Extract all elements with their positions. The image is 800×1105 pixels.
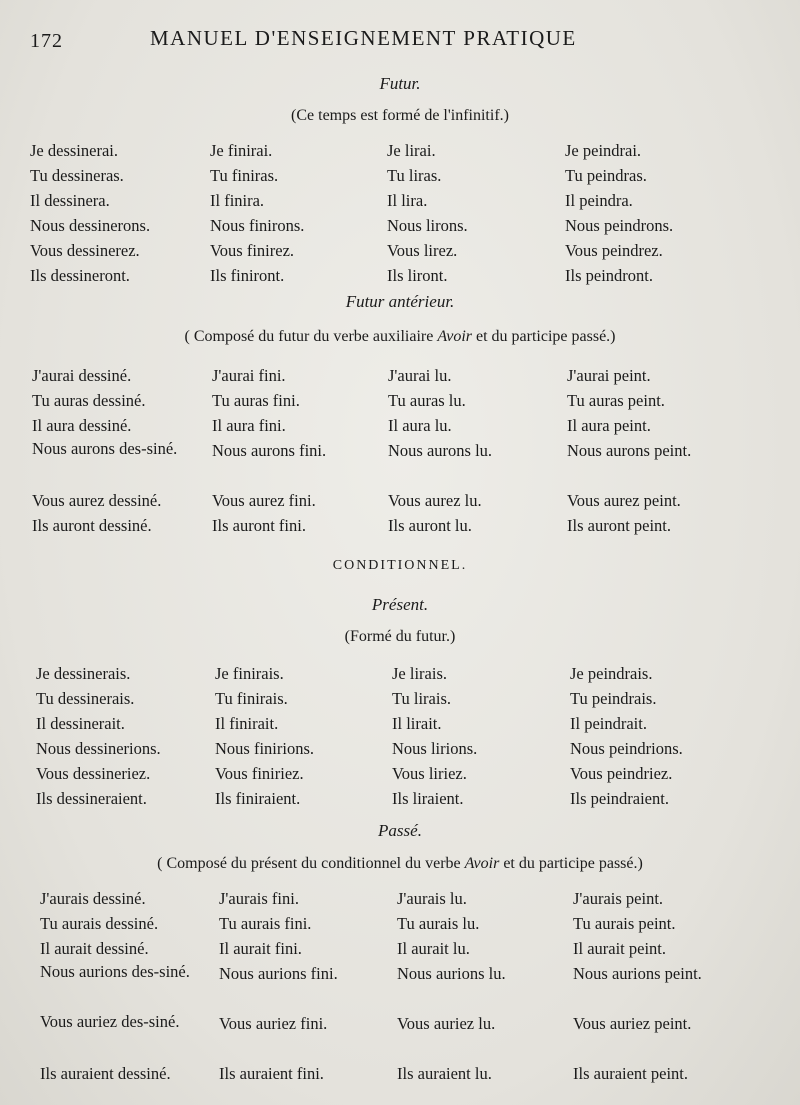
conjugation-line: Nous aurions des-siné. <box>40 962 190 981</box>
conjugation-line: J'aurai dessiné. <box>32 366 132 385</box>
conjugation-line: J'aurais lu. <box>397 889 467 908</box>
conjugation-line: Nous aurions fini. <box>219 964 338 983</box>
conjugation-line: Nous aurons lu. <box>388 441 493 460</box>
conjugation-line: Il aurait dessiné. <box>40 939 149 958</box>
conjugation-line: Tu aurais peint. <box>573 914 676 933</box>
conjugation-line: Nous lirions. <box>392 739 478 758</box>
column-finir <box>212 363 326 538</box>
conjugation-line: Il finira. <box>210 191 265 210</box>
conjugation-line: Je peindrai. <box>565 141 642 160</box>
conjugation-line: Ils auraient dessiné. <box>40 1064 171 1083</box>
page-header <box>0 22 800 62</box>
column-peindre <box>567 363 691 538</box>
column-finir <box>215 661 314 811</box>
conjugation-line: Ils auraient peint. <box>573 1064 689 1083</box>
conjugation-line: Nous peindrions. <box>570 739 683 758</box>
conjugation-line: Tu finiras. <box>210 166 279 185</box>
conjugation-line: Vous dessinerez. <box>30 241 140 260</box>
conjugation-line: Je lirais. <box>392 664 447 683</box>
note-verb: Avoir <box>464 855 500 872</box>
conjugation-line: Tu lirais. <box>392 689 451 708</box>
conjugation-line: Je finirai. <box>210 141 273 160</box>
conjugation-line: Vous aurez dessiné. <box>32 491 162 510</box>
conjugation-line: Il aura fini. <box>212 416 286 435</box>
column-dessiner <box>40 886 190 1086</box>
conjugation-line: Vous finiriez. <box>215 764 304 783</box>
note-text: ( Composé du futur du verbe auxiliaire <box>184 328 438 345</box>
conjugation-line: Nous aurions peint. <box>573 964 702 983</box>
conjugation-line: Vous lirez. <box>387 241 458 260</box>
conjugation-line: Ils auront peint. <box>567 516 672 535</box>
column-dessiner <box>30 138 150 288</box>
conjugation-line: Ils liront. <box>387 266 448 285</box>
conjugation-line: Il aurait peint. <box>573 939 667 958</box>
conjugation-line: Ils dessineront. <box>30 266 130 285</box>
note-present: (Formé du futur.) <box>344 628 456 645</box>
section-title-present: Présent. <box>371 595 429 614</box>
conjugation-line: Nous finirions. <box>215 739 314 758</box>
conjugation-line: Tu finirais. <box>215 689 288 708</box>
column-peindre <box>565 138 673 288</box>
note-text: et du participe passé.) <box>499 855 643 872</box>
note-futur-anterieur <box>0 328 800 346</box>
conjugation-line: Tu auras lu. <box>388 391 466 410</box>
conjugation-line: Il aura lu. <box>388 416 452 435</box>
conjugation-line: Vous auriez fini. <box>219 1014 328 1033</box>
note-text: ( Composé du présent du conditionnel du verbe <box>157 855 465 872</box>
conjugation-line: Nous aurons peint. <box>567 441 692 460</box>
note-verb: Avoir <box>437 328 472 345</box>
conjugation-line: Il peindrait. <box>570 714 647 733</box>
section-title-futur: Futur. <box>379 74 421 93</box>
conjugation-line: Vous aurez peint. <box>567 491 681 510</box>
conjugation-line: J'aurais dessiné. <box>40 889 146 908</box>
column-peindre <box>570 661 683 811</box>
running-title: MANUEL D'ENSEIGNEMENT PRATIQUE <box>150 26 577 50</box>
note-futur: (Ce temps est formé de l'infinitif.) <box>291 107 509 124</box>
conjugation-line: Il aura peint. <box>567 416 651 435</box>
conjugation-line: Vous dessineriez. <box>36 764 151 783</box>
column-lire <box>388 363 492 538</box>
conjugation-line: Il finirait. <box>215 714 279 733</box>
conjugation-line: Je dessinerai. <box>30 141 118 160</box>
conjugation-line: Ils auraient lu. <box>397 1064 492 1083</box>
note-text: et du participe passé.) <box>472 328 616 345</box>
conjugation-line: Vous auriez peint. <box>573 1014 692 1033</box>
conjugation-line: Ils finiront. <box>210 266 285 285</box>
column-lire <box>397 886 506 1086</box>
conjugation-line: Vous auriez lu. <box>397 1014 496 1033</box>
column-dessiner <box>36 661 161 811</box>
column-dessiner <box>32 363 182 538</box>
conjugation-line: Vous peindrez. <box>565 241 663 260</box>
column-finir <box>210 138 304 288</box>
conjugation-line: Nous finirons. <box>210 216 305 235</box>
conjugation-line: Ils auraient fini. <box>219 1064 324 1083</box>
conjugation-line: Ils finiraient. <box>215 789 301 808</box>
conjugation-line: Il aurait fini. <box>219 939 302 958</box>
conjugation-line: Vous aurez lu. <box>388 491 482 510</box>
conjugation-line: J'aurais peint. <box>573 889 664 908</box>
conjugation-line: Tu auras dessiné. <box>32 391 146 410</box>
mood-title-conditionnel: CONDITIONNEL. <box>332 558 468 573</box>
conjugation-line: Ils auront fini. <box>212 516 306 535</box>
conjugation-line: Nous peindrons. <box>565 216 674 235</box>
conjugation-line: Nous dessinerons. <box>30 216 151 235</box>
conjugation-line: Ils auront lu. <box>388 516 472 535</box>
conjugation-line: Nous dessinerions. <box>36 739 161 758</box>
conjugation-line: J'aurai lu. <box>388 366 452 385</box>
conjugation-line: Vous aurez fini. <box>212 491 316 510</box>
section-title-futur-anterieur: Futur antérieur. <box>345 292 455 311</box>
conjugation-line: Il peindra. <box>565 191 633 210</box>
conjugation-line: Tu peindrais. <box>570 689 657 708</box>
conjugation-line: Tu peindras. <box>565 166 647 185</box>
conjugation-line: Nous aurons des-siné. <box>32 439 178 458</box>
conjugation-line: Il lira. <box>387 191 428 210</box>
conjugation-line: Tu liras. <box>387 166 442 185</box>
section-title-passe: Passé. <box>378 821 422 840</box>
conjugation-line: Il aurait lu. <box>397 939 470 958</box>
conjugation-line: Il dessinera. <box>30 191 110 210</box>
conjugation-line: Tu auras peint. <box>567 391 665 410</box>
conjugation-line: Tu dessineras. <box>30 166 124 185</box>
conjugation-line: Tu aurais fini. <box>219 914 312 933</box>
conjugation-line: Ils peindraient. <box>570 789 669 808</box>
conjugation-line: Je peindrais. <box>570 664 653 683</box>
conjugation-line: Tu dessinerais. <box>36 689 135 708</box>
conjugation-line: Vous peindriez. <box>570 764 673 783</box>
conjugation-line: Nous aurons fini. <box>212 441 327 460</box>
conjugation-line: Je dessinerais. <box>36 664 131 683</box>
conjugation-line: Tu auras fini. <box>212 391 300 410</box>
conjugation-line: Ils liraient. <box>392 789 464 808</box>
conjugation-line: Nous aurions lu. <box>397 964 506 983</box>
column-lire <box>387 138 468 288</box>
conjugation-line: J'aurais fini. <box>219 889 299 908</box>
conjugation-line: Ils auront dessiné. <box>32 516 152 535</box>
conjugation-line: Tu aurais dessiné. <box>40 914 159 933</box>
conjugation-line: Nous lirons. <box>387 216 468 235</box>
conjugation-line: Il lirait. <box>392 714 442 733</box>
conjugation-line: J'aurai peint. <box>567 366 651 385</box>
conjugation-line: Vous finirez. <box>210 241 295 260</box>
conjugation-line: Ils dessineraient. <box>36 789 147 808</box>
conjugation-line: Vous liriez. <box>392 764 467 783</box>
column-lire <box>392 661 477 811</box>
conjugation-line: Ils peindront. <box>565 266 653 285</box>
conjugation-line: Je lirai. <box>387 141 436 160</box>
conjugation-line: Il dessinerait. <box>36 714 125 733</box>
conjugation-line: Tu aurais lu. <box>397 914 480 933</box>
conjugation-line: Il aura dessiné. <box>32 416 132 435</box>
note-passe <box>0 855 800 873</box>
conjugation-line: J'aurai fini. <box>212 366 286 385</box>
column-finir <box>219 886 338 1086</box>
conjugation-line: Je finirais. <box>215 664 284 683</box>
conjugation-line: Vous auriez des-siné. <box>40 1012 180 1031</box>
page-number: 172 <box>30 30 63 52</box>
column-peindre <box>573 886 702 1086</box>
